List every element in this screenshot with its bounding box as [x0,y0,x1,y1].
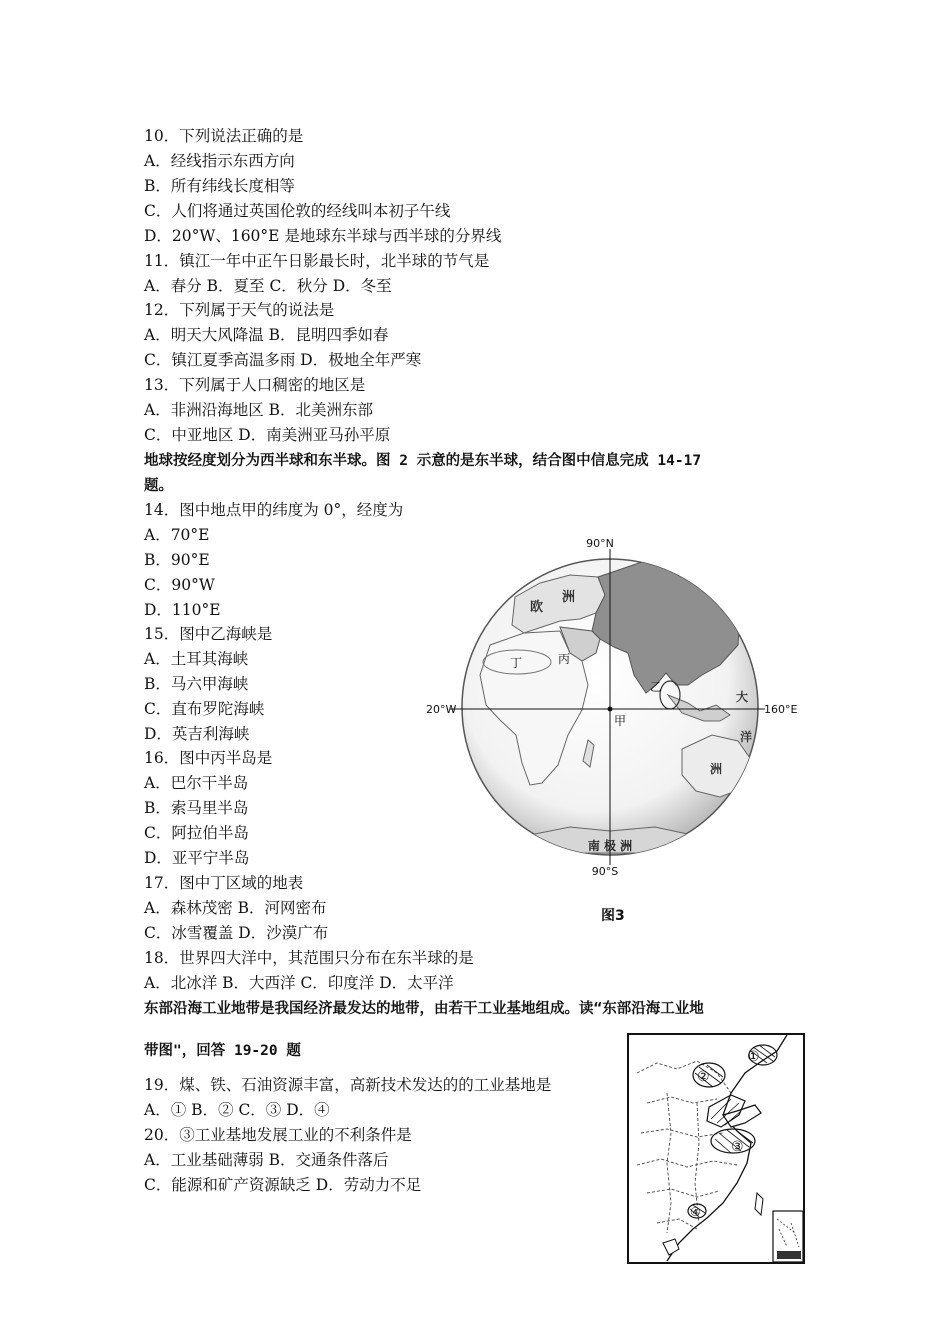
question-13-options-ab: A．非洲沿海地区 B．北美洲东部 [144,401,374,419]
instruction-14-17-cont: 题。 [144,478,173,494]
question-15-option-b: B．马六甲海峡 [144,675,249,693]
question-11-options: A．春分 B．夏至 C．秋分 D．冬至 [144,277,392,295]
question-15-option-a: A．土耳其海峡 [144,650,249,668]
figure-3-globe [420,535,800,880]
question-14-stem: 14．图中地点甲的纬度为 0°，经度为 [144,501,404,519]
label-bing: 丙 [558,652,571,666]
label-ocean-1: 大 [736,690,749,704]
question-10-option-c: C．人们将通过英国伦敦的经线叫本初子午线 [144,202,451,220]
instruction-19-20-cont: 带图"，回答 19-20 题 [144,1043,301,1059]
question-10-option-b: B．所有纬线长度相等 [144,177,295,195]
question-20-stem: 20．③工业基地发展工业的不利条件是 [144,1126,412,1144]
question-19-options: A．① B．② C．③ D．④ [144,1101,330,1119]
question-10-option-d: D．20°W、160°E 是地球东半球与西半球的分界线 [144,227,502,245]
coastal-industry-map [627,1033,805,1264]
instruction-19-20: 东部沿海工业地带是我国经济最发达的地带，由若干工业基地组成。读“东部沿海工业地 [144,1001,704,1017]
question-13-options-cd: C．中亚地区 D．南美洲亚马孙平原 [144,426,391,444]
question-12-options-ab: A．明天大风降温 B．昆明四季如春 [144,326,389,344]
inset-scale [777,1251,801,1259]
label-base-1: ① [747,1049,760,1065]
point-jia [608,707,613,712]
question-15-option-c: C．直布罗陀海峡 [144,700,265,718]
label-yi: 乙 [650,680,663,694]
question-13-stem: 13．下列属于人口稠密的地区是 [144,376,366,394]
question-17-options-ab: A．森林茂密 B．河网密布 [144,899,327,917]
question-16-option-d: D．亚平宁半岛 [144,849,250,867]
label-90s: 90°S [591,865,619,878]
question-18-options: A．北冰洋 B．大西洋 C．印度洋 D．太平洋 [144,974,454,992]
label-ding: 丁 [510,656,523,670]
label-ocean-2: 洋 [740,730,753,744]
question-20-options-ab: A．工业基础薄弱 B．交通条件落后 [144,1151,389,1169]
question-18-stem: 18．世界四大洋中，其范围只分布在东半球的是 [144,949,474,967]
question-14-option-a: A．70°E [144,526,210,544]
label-europe-1: 欧 [530,600,544,615]
question-17-stem: 17．图中丁区域的地表 [144,874,304,892]
label-base-4: ④ [690,1205,701,1219]
question-11-stem: 11．镇江一年中正午日影最长时，北半球的节气是 [144,252,490,270]
label-antarctica: 南 极 洲 [587,839,633,853]
figure-3-caption: 图3 [601,908,625,924]
question-10-stem: 10．下列说法正确的是 [144,127,304,145]
label-base-2: ② [697,1069,710,1085]
question-12-stem: 12．下列属于天气的说法是 [144,301,335,319]
instruction-14-17: 地球按经度划分为西半球和东半球。图 2 示意的是东半球，结合图中信息完成 14-17 [144,453,702,469]
question-16-stem: 16．图中丙半岛是 [144,749,273,767]
question-16-option-c: C．阿拉伯半岛 [144,824,249,842]
question-15-option-d: D．英吉利海峡 [144,725,250,743]
label-jia: 甲 [614,714,627,728]
question-20-options-cd: C．能源和矿产资源缺乏 D．劳动力不足 [144,1176,422,1194]
question-12-options-cd: C．镇江夏季高温多雨 D．极地全年严寒 [144,351,422,369]
question-19-stem: 19．煤、铁、石油资源丰富，高新技术发达的的工业基地是 [144,1076,552,1094]
label-90n: 90°N [586,537,614,550]
label-20w: 20°W [426,703,457,716]
question-14-option-c: C．90°W [144,576,215,594]
question-16-option-a: A．巴尔干半岛 [144,774,249,792]
label-base-3: ③ [731,1139,744,1155]
question-14-option-d: D．110°E [144,601,221,619]
question-17-options-cd: C．冰雪覆盖 D．沙漠广布 [144,924,329,942]
question-16-option-b: B．索马里半岛 [144,799,249,817]
label-oceania: 洲 [710,762,723,776]
question-14-option-b: B．90°E [144,551,210,569]
question-15-stem: 15．图中乙海峡是 [144,625,273,643]
label-160e: 160°E [764,703,798,716]
question-10-option-a: A．经线指示东西方向 [144,152,295,170]
label-europe-2: 洲 [562,590,576,605]
